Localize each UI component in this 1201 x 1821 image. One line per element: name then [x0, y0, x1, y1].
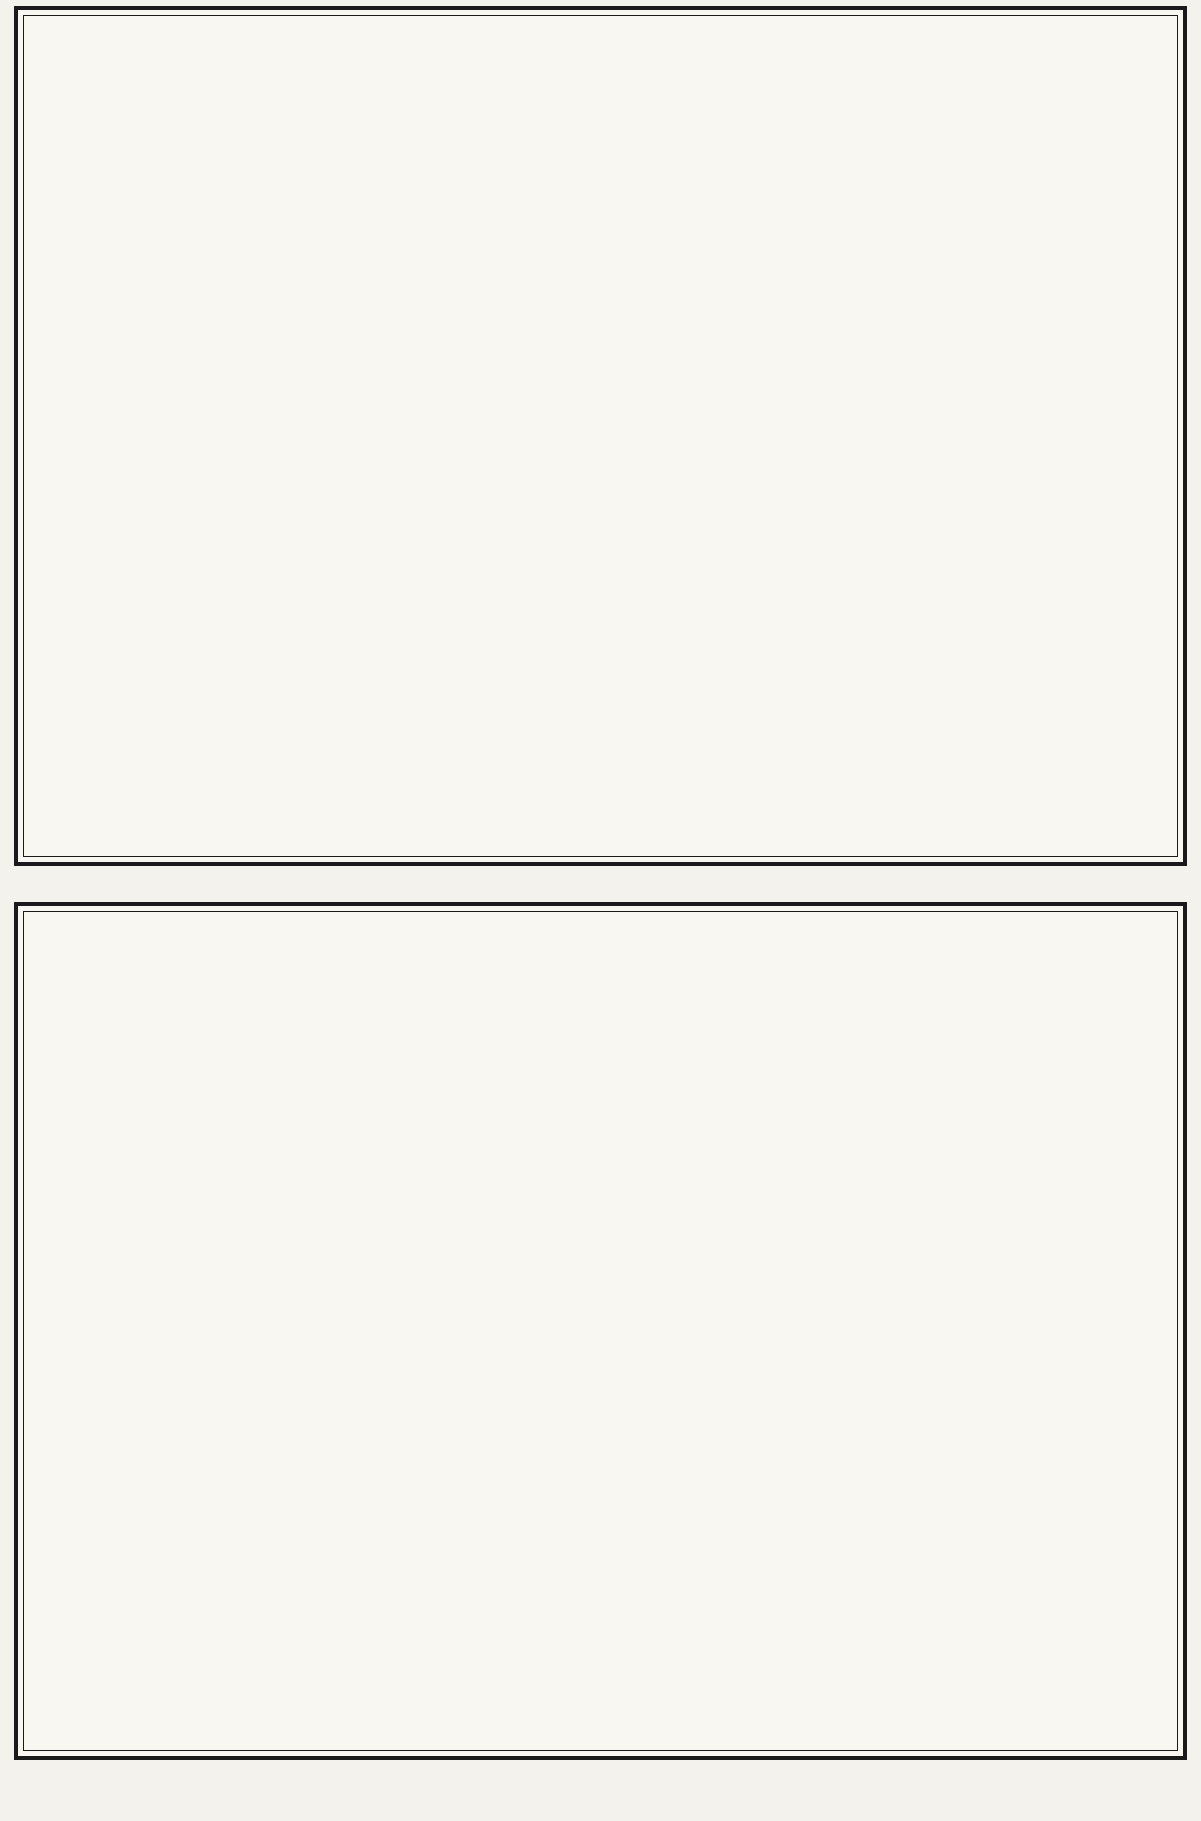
- bottom-page: [14, 902, 1187, 1760]
- bottom-columns: [32, 920, 1169, 1742]
- top-page: [14, 6, 1187, 866]
- top-columns: [32, 24, 1169, 848]
